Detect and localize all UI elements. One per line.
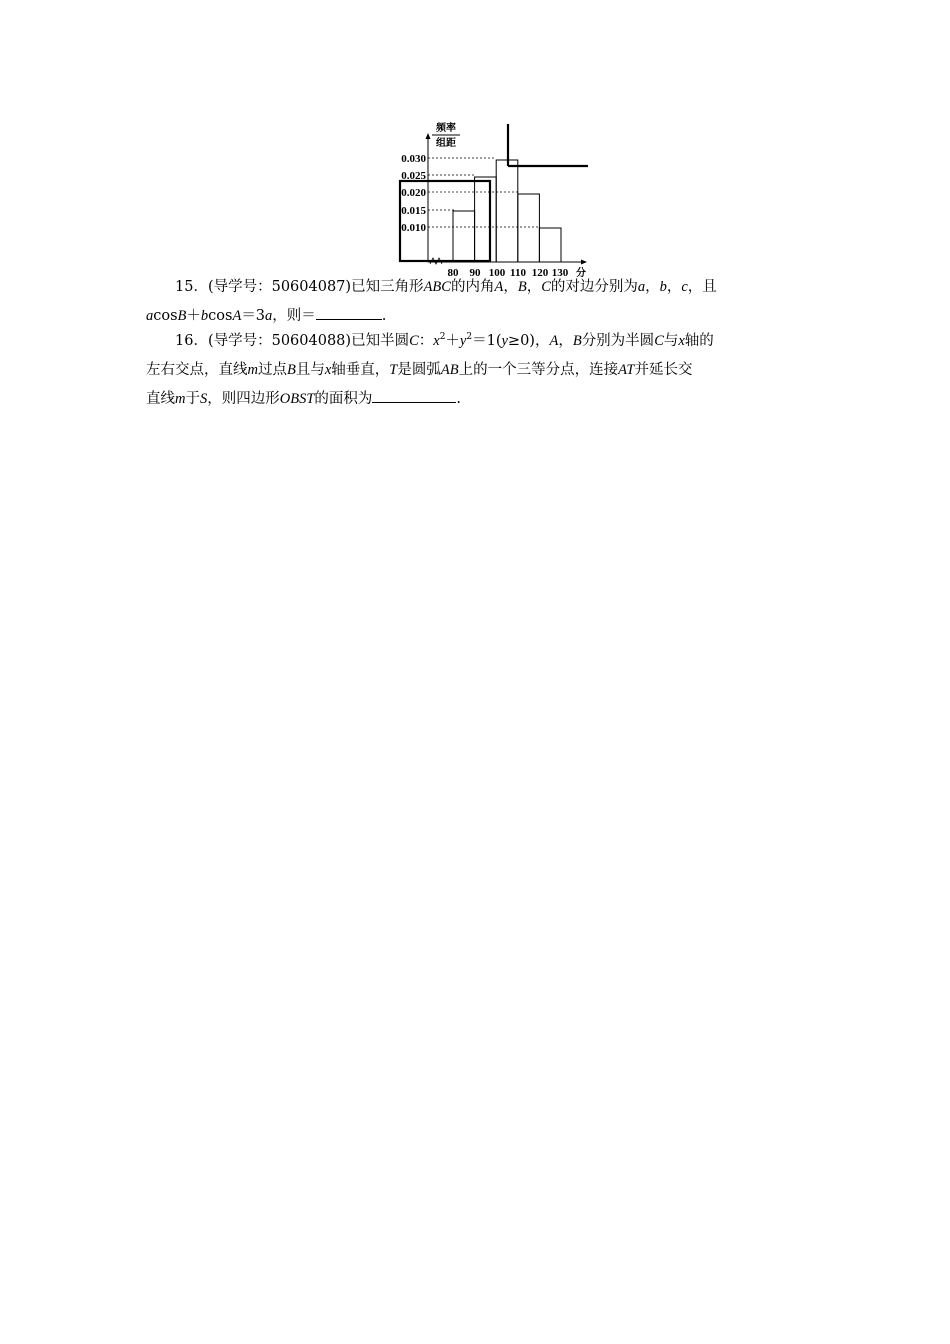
q16-text: ： xyxy=(418,333,434,349)
q15-text: cos xyxy=(208,308,233,324)
q16-text: 是圆弧 xyxy=(397,362,441,378)
q16-line-1 xyxy=(146,327,808,356)
q16-text: ＝1( xyxy=(472,333,502,349)
q15-text: ＝3 xyxy=(241,308,266,324)
histogram-figure xyxy=(380,118,600,284)
q15-text: ，且 xyxy=(687,279,717,295)
q16-answer-blank[interactable] xyxy=(372,388,456,403)
q16-var-S: S xyxy=(199,391,208,407)
q16-source: (导学号：50604088) xyxy=(207,333,352,349)
q16-var-B: B xyxy=(572,333,582,349)
y-axis-label-numerator: 频率 xyxy=(436,123,456,134)
x-tick-label: 80 xyxy=(447,267,459,279)
y-tick-label: 0.010 xyxy=(401,222,426,234)
q16-exponent: 2 xyxy=(466,332,473,342)
q16-number: 16． xyxy=(175,333,208,349)
q15-text: ，则＝ xyxy=(272,308,316,324)
q16-text: 且与 xyxy=(295,362,325,378)
x-tick-label: 100 xyxy=(488,267,506,279)
histogram-chart xyxy=(380,118,600,284)
y-reference-lines xyxy=(428,158,540,227)
q15-text: . xyxy=(381,308,387,324)
q15-var-A: A xyxy=(232,308,242,324)
q16-var-AB: AB xyxy=(440,362,459,378)
q15-var-a: a xyxy=(146,308,154,324)
q15-var-b: b xyxy=(200,308,209,324)
q15-var-C: C xyxy=(541,279,551,295)
q16-text: ≥0)， xyxy=(507,333,550,349)
q16-var-x: x xyxy=(324,362,332,378)
q16-text: ＋ xyxy=(445,333,460,349)
x-tick-label: 120 xyxy=(531,267,549,279)
q16-text: 左右交点，直线 xyxy=(146,362,248,378)
question-15 xyxy=(146,273,808,331)
q16-text: 并延长交 xyxy=(634,362,693,378)
y-tick-label: 0.030 xyxy=(401,153,426,165)
q16-text: . xyxy=(456,391,461,407)
q15-text: ， xyxy=(666,279,682,295)
q16-var-C: C xyxy=(654,333,664,349)
q16-text: 已知半圆 xyxy=(351,333,410,349)
q16-text: 上的一个三等分点，连接 xyxy=(458,362,619,378)
q16-var-OBST: OBST xyxy=(279,391,315,407)
histogram-bar xyxy=(475,177,497,262)
q16-text: ， xyxy=(558,333,573,349)
q15-text: 的对边分别为 xyxy=(550,279,638,295)
x-tick-label: 130 xyxy=(551,267,569,279)
q16-text: 与 xyxy=(663,333,679,349)
q16-text: 分别为半圆 xyxy=(581,333,655,349)
q16-text: 轴垂直， xyxy=(331,362,390,378)
q15-var-c: c xyxy=(681,279,688,295)
q15-source: (导学号：50604087) xyxy=(207,279,352,295)
q16-var-x: x xyxy=(678,333,685,349)
q15-var-B: B xyxy=(517,279,527,295)
q15-var-a: a xyxy=(637,279,646,295)
q16-var-y: y xyxy=(459,333,467,349)
x-tick-label: 110 xyxy=(510,267,526,279)
q16-var-y: y xyxy=(501,333,508,349)
x-axis-label: 分 xyxy=(576,268,586,279)
q16-var-T: T xyxy=(389,362,398,378)
q16-text: 轴的 xyxy=(684,333,714,349)
y-axis-arrow xyxy=(426,133,431,139)
q16-exponent: 2 xyxy=(439,332,446,342)
q16-text: 的面积为 xyxy=(314,391,373,407)
q15-var-B: B xyxy=(177,308,187,324)
histogram-bar xyxy=(539,228,561,262)
q15-var-abc: ABC xyxy=(423,279,451,295)
q15-answer-blank[interactable] xyxy=(316,305,382,320)
q16-var-m: m xyxy=(247,362,258,378)
question-16 xyxy=(146,327,808,414)
q15-text: 已知三角形 xyxy=(351,279,424,295)
q15-line-1 xyxy=(146,273,808,302)
q15-text: ， xyxy=(503,279,518,295)
q16-var-A: A xyxy=(549,333,559,349)
q16-var-B: B xyxy=(286,362,296,378)
q15-var-A: A xyxy=(494,279,504,295)
x-tick-label: 90 xyxy=(469,267,481,279)
q16-var-m: m xyxy=(175,391,186,407)
q16-text: ，则四边形 xyxy=(207,391,280,407)
q15-text: ， xyxy=(645,279,660,295)
q15-text: ， xyxy=(526,279,542,295)
q16-text: 直线 xyxy=(146,391,175,407)
q15-var-b: b xyxy=(659,279,667,295)
y-axis-label-denominator: 组距 xyxy=(436,138,456,149)
q15-number: 15． xyxy=(175,279,208,295)
histogram-bar xyxy=(496,160,518,262)
q16-var-x: x xyxy=(433,333,440,349)
q15-text: ＋ xyxy=(186,308,201,324)
y-tick-label: 0.015 xyxy=(401,205,426,217)
y-tick-label: 0.020 xyxy=(401,187,426,199)
q16-line-2 xyxy=(146,356,808,385)
q16-text: 于 xyxy=(185,391,200,407)
histogram-bar xyxy=(518,194,540,262)
x-axis-arrow xyxy=(581,260,587,265)
q16-text: 过点 xyxy=(257,362,287,378)
histogram-bar xyxy=(453,211,475,262)
q15-text: cos xyxy=(153,308,178,324)
q16-var-AT: AT xyxy=(618,362,635,378)
y-tick-label: 0.025 xyxy=(401,170,426,182)
q16-line-3 xyxy=(146,385,808,414)
q15-var-a: a xyxy=(265,308,273,324)
q16-var-C: C xyxy=(409,333,419,349)
q15-text: 的内角 xyxy=(450,279,495,295)
